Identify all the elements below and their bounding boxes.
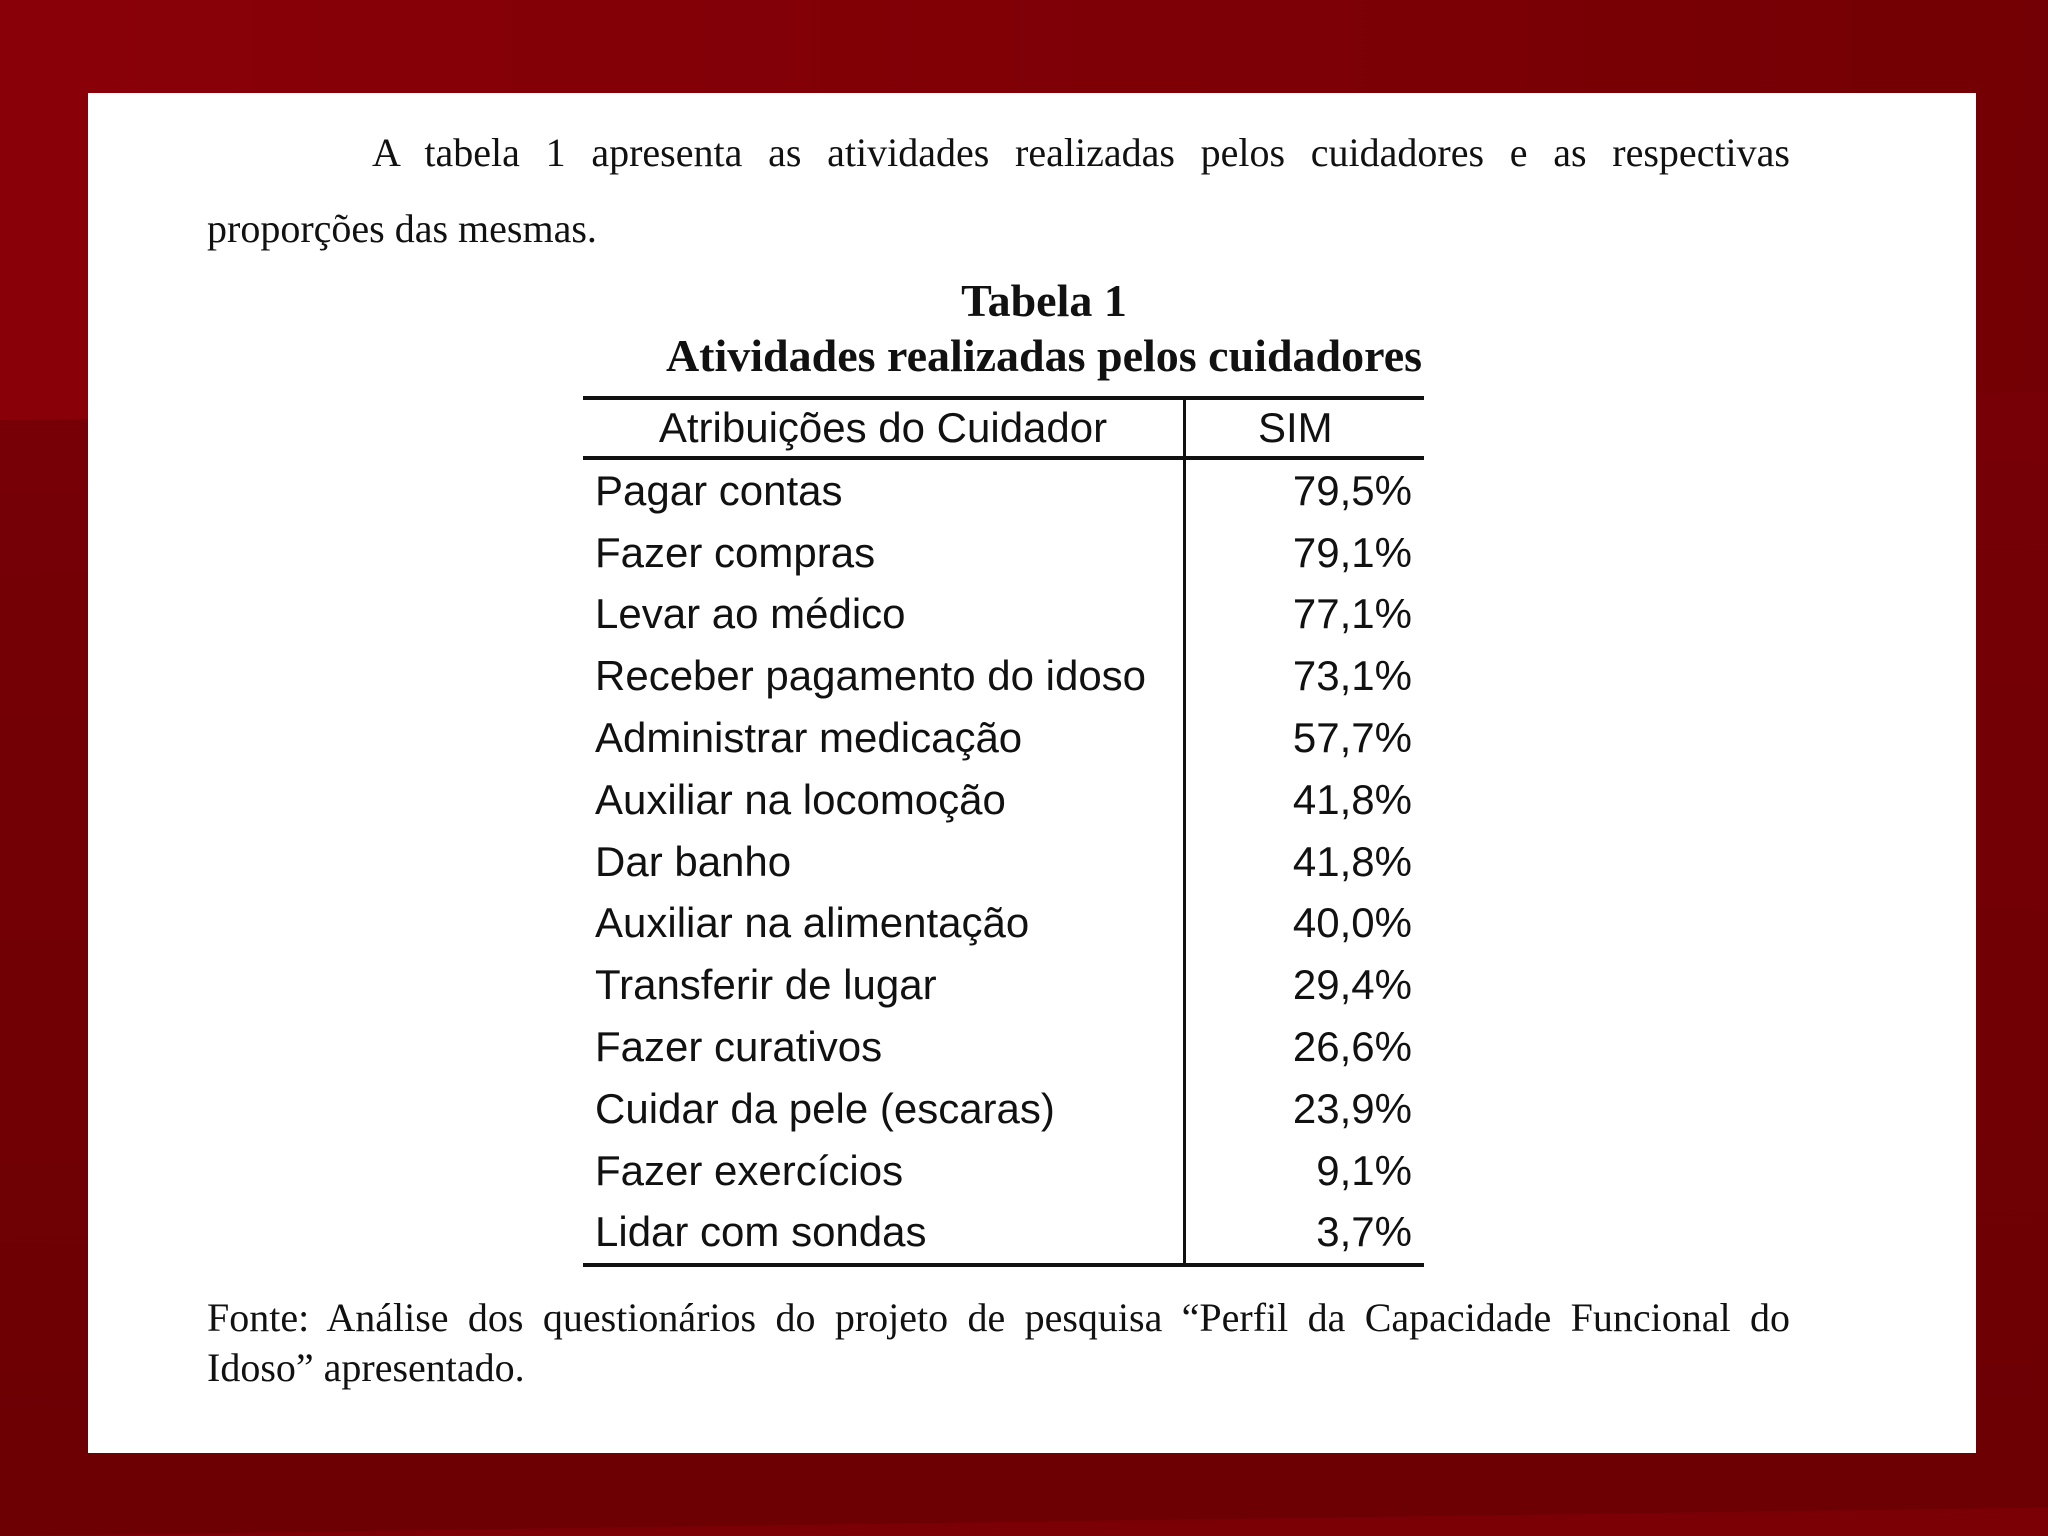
activity-cell: Auxiliar na locomoção bbox=[583, 769, 1185, 831]
activity-cell: Auxiliar na alimentação bbox=[583, 893, 1185, 955]
value-cell: 73,1% bbox=[1292, 652, 1412, 700]
value-cell: 77,1% bbox=[1292, 590, 1412, 638]
table-header-row bbox=[583, 398, 1424, 458]
value-cell: 41,8% bbox=[1292, 837, 1412, 885]
activity-cell: Dar banho bbox=[583, 831, 1185, 893]
value-cell: 26,6% bbox=[1292, 1023, 1412, 1071]
value-cell: 9,1% bbox=[1316, 1146, 1412, 1194]
table-row bbox=[583, 769, 1424, 831]
value-cell: 41,8% bbox=[1292, 775, 1412, 823]
table-number: Tabela 1 bbox=[961, 275, 1127, 326]
header-activity: Atribuições do Cuidador bbox=[583, 398, 1185, 458]
header-sim: SIM bbox=[1185, 398, 1425, 458]
activity-cell: Lidar com sondas bbox=[583, 1202, 1185, 1266]
value-cell: 79,1% bbox=[1292, 528, 1412, 576]
value-cell: 40,0% bbox=[1292, 899, 1412, 947]
table-title: Atividades realizadas pelos cuidadores bbox=[665, 330, 1423, 381]
activities-table bbox=[583, 396, 1424, 1267]
table-row bbox=[583, 707, 1424, 769]
value-cell: 29,4% bbox=[1292, 961, 1412, 1009]
table-row bbox=[583, 522, 1424, 584]
activity-cell: Fazer curativos bbox=[583, 1016, 1185, 1078]
value-cell: 3,7% bbox=[1185, 1202, 1425, 1266]
table-row bbox=[583, 584, 1424, 646]
value-cell: 79,5% bbox=[1292, 466, 1412, 514]
activity-cell: Levar ao médico bbox=[583, 584, 1185, 646]
document-page bbox=[88, 93, 1976, 1453]
activity-cell: Fazer exercícios bbox=[583, 1140, 1185, 1202]
table-row bbox=[583, 458, 1424, 522]
table-row bbox=[583, 1078, 1424, 1140]
table-row bbox=[583, 645, 1424, 707]
table-row bbox=[583, 954, 1424, 1016]
source-note: Fonte: Análise dos questionários do projeto de pesquisa “Perfil da Capacidade Funcional do Idoso” apresentado. bbox=[207, 1295, 1790, 1390]
activity-cell: Receber pagamento do idoso bbox=[583, 645, 1185, 707]
table-row bbox=[583, 831, 1424, 893]
value-cell: 23,9% bbox=[1292, 1084, 1412, 1132]
activity-cell: Administrar medicação bbox=[583, 707, 1185, 769]
activity-cell: Pagar contas bbox=[583, 458, 1185, 522]
activity-cell: Cuidar da pele (escaras) bbox=[583, 1078, 1185, 1140]
table-row bbox=[583, 1140, 1424, 1202]
table-row bbox=[583, 1202, 1424, 1266]
table-row bbox=[583, 893, 1424, 955]
activity-cell: Fazer compras bbox=[583, 522, 1185, 584]
intro-paragraph: A tabela 1 apresenta as atividades realizadas pelos cuidadores e as respectivas proporções das mesmas. bbox=[207, 130, 1790, 251]
activity-cell: Transferir de lugar bbox=[583, 954, 1185, 1016]
table-row bbox=[583, 1016, 1424, 1078]
value-cell: 57,7% bbox=[1292, 714, 1412, 762]
